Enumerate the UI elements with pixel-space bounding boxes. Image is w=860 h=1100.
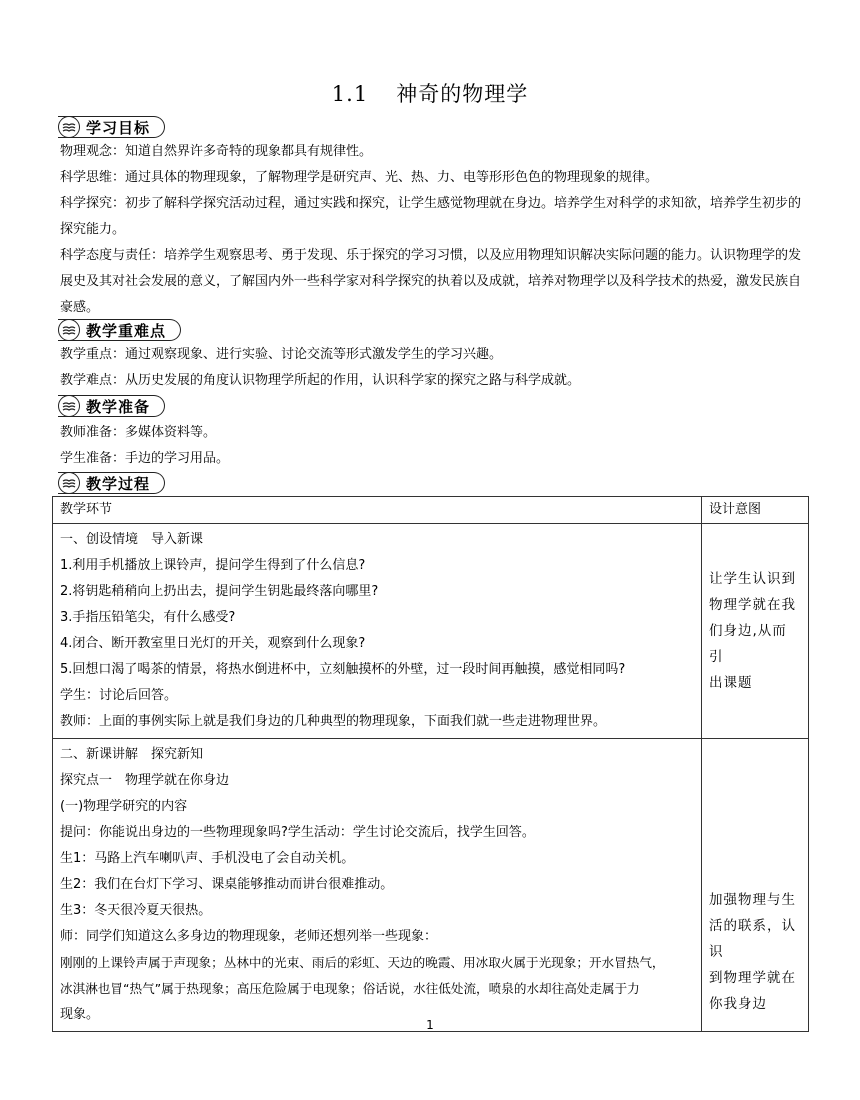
section-badge-process bbox=[58, 472, 165, 494]
stage-cell bbox=[53, 739, 702, 1032]
intent-line: 加强物理与生 bbox=[709, 892, 796, 908]
section-label: 学习目标 bbox=[86, 118, 151, 137]
page-number: 1 bbox=[426, 1018, 434, 1032]
book-icon bbox=[58, 395, 80, 417]
section-badge-key-points bbox=[58, 319, 181, 341]
intent-line: 到物理学就在 bbox=[709, 970, 796, 986]
stage-line: 5.回想口渴了喝茶的情景，将热水倒进杯中，立刻触摸杯的外壁，过一段时间再触摸，感觉相同吗? bbox=[60, 662, 626, 677]
stage-line: 师：同学们知道这么多身边的物理现象，老师还想列举一些现象： bbox=[60, 929, 438, 944]
section-label: 教学准备 bbox=[86, 397, 151, 416]
key-point-item: 教学难点：从历史发展的角度认识物理学所起的作用，认识科学家的探究之路与科学成就。 bbox=[60, 373, 581, 388]
intent-line: 们身边,从而引 bbox=[709, 623, 787, 665]
stage-line: 提问：你能说出身边的一些物理现象吗?学生活动：学生讨论交流后，找学生回答。 bbox=[60, 825, 535, 840]
goal-item: 物理观念：知道自然界许多奇特的现象都具有规律性。 bbox=[60, 144, 373, 159]
goals-list bbox=[60, 139, 805, 321]
table-header-row bbox=[53, 497, 809, 524]
book-icon bbox=[58, 472, 80, 494]
stage-cell bbox=[53, 524, 702, 739]
goal-item: 科学态度与责任：培养学生观察思考、勇于发现、乐于探究的学习习惯，以及应用物理知识解决实际问题的能力。认识物理学的发展史及其对社会发展的意义，了解国内外一些科学家对科学探究的执着以及成就，培养对物理学以及科学技术的热爱，激发民族自豪感。 bbox=[60, 248, 802, 315]
stage-line: 教师：上面的事例实际上就是我们身边的几种典型的物理现象，下面我们就一些走进物理世界。 bbox=[60, 714, 607, 729]
stage-line: 2.将钥匙稍稍向上扔出去，提问学生钥匙最终落向哪里? bbox=[60, 584, 379, 599]
preparation-item: 学生准备：手边的学习用品。 bbox=[60, 451, 230, 466]
book-icon bbox=[58, 319, 80, 341]
intent-cell bbox=[702, 524, 809, 739]
goal-item: 科学探究：初步了解科学探究活动过程，通过实践和探究，让学生感觉物理就在身边。培养学生对科学的求知欲，培养学生初步的探究能力。 bbox=[60, 196, 802, 237]
section-label: 教学重难点 bbox=[86, 321, 167, 340]
stage-line: 4.闭合、断开教室里日光灯的开关，观察到什么现象? bbox=[60, 636, 366, 651]
preparation-list bbox=[60, 420, 805, 472]
section-badge-goals bbox=[58, 116, 165, 138]
key-points-list bbox=[60, 342, 805, 394]
stage-line: 二、新课讲解 探究新知 bbox=[60, 747, 204, 762]
stage-line: 生2：我们在台灯下学习、课桌能够推动而讲台很难推动。 bbox=[60, 877, 394, 892]
stage-line: 探究点一 物理学就在你身边 bbox=[60, 773, 230, 788]
stage-line: 生1：马路上汽车喇叭声、手机没电了会自动关机。 bbox=[60, 851, 355, 866]
intent-line: 让学生认识到 bbox=[709, 571, 796, 587]
stage-line: 冰淇淋也冒“热气”属于热现象；高压危险属于电现象；俗话说，水往低处流，喷泉的水却往高处走属于力 bbox=[60, 981, 640, 996]
stage-line: 刚刚的上课铃声属于声现象；丛林中的光束、雨后的彩虹、天边的晚霞、用冰取火属于光现象；开水冒热气， bbox=[60, 955, 665, 970]
stage-line: 学生：讨论后回答。 bbox=[60, 688, 178, 703]
page-title bbox=[0, 78, 860, 108]
stage-line: 生3：冬天很冷夏天很热。 bbox=[60, 903, 212, 918]
book-icon bbox=[58, 116, 80, 138]
key-point-item: 教学重点：通过观察现象、进行实验、讨论交流等形式激发学生的学习兴趣。 bbox=[60, 347, 503, 362]
goal-item: 科学思维：通过具体的物理现象，了解物理学是研究声、光、热、力、电等形形色色的物理现象的规律。 bbox=[60, 170, 659, 185]
intent-line: 你我身边 bbox=[709, 996, 767, 1012]
section-label: 教学过程 bbox=[86, 474, 151, 493]
teaching-process-table bbox=[52, 496, 809, 1032]
preparation-item: 教师准备：多媒体资料等。 bbox=[60, 425, 217, 440]
intent-cell bbox=[702, 739, 809, 1032]
title-text: 神奇的物理学 bbox=[396, 82, 529, 106]
stage-line: 一、创设情境 导入新课 bbox=[60, 532, 204, 547]
stage-line: 3.手指压铅笔尖，有什么感受? bbox=[60, 610, 236, 625]
stage-line: (一)物理学研究的内容 bbox=[60, 799, 188, 814]
column-header-intent: 设计意图 bbox=[702, 497, 809, 524]
section-badge-preparation bbox=[58, 395, 165, 417]
intent-line: 活的联系，认识 bbox=[709, 918, 796, 960]
intent-line: 出课题 bbox=[709, 675, 753, 691]
table-row bbox=[53, 524, 809, 739]
stage-line: 1.利用手机播放上课铃声，提问学生得到了什么信息? bbox=[60, 558, 366, 573]
stage-line: 现象。 bbox=[60, 1007, 100, 1022]
table-row bbox=[53, 739, 809, 1032]
column-header-stage: 教学环节 bbox=[53, 497, 702, 524]
section-number: 1.1 bbox=[331, 82, 369, 106]
intent-line: 物理学就在我 bbox=[709, 597, 796, 613]
